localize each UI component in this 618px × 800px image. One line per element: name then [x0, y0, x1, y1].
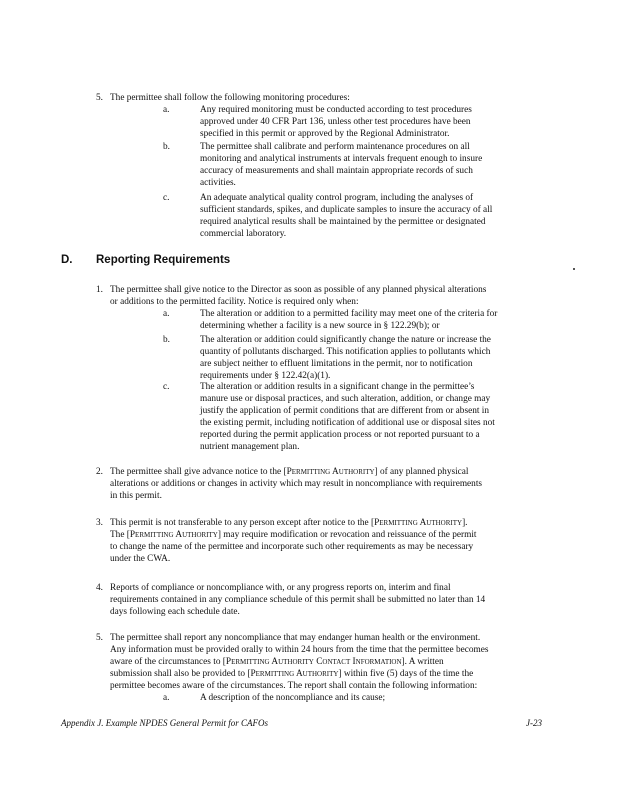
reporting-item-5-line-2: Any information must be provided orally to within 24 hours from the time that the permittee becomes — [110, 645, 489, 655]
reporting-item-1-line-1: The permittee shall give notice to the Director as soon as possible of any planned physical alterations — [110, 285, 487, 295]
reporting-item-1-number: 1. — [96, 285, 103, 295]
scan-speck — [573, 268, 575, 270]
section-title: Reporting Requirements — [96, 254, 231, 266]
reporting-item-5-line-5: permittee becomes aware of the circumstances. The report shall contain the following information: — [110, 681, 478, 691]
monitoring-item-intro: The permittee shall follow the following monitoring procedures: — [110, 93, 350, 103]
text-segment: ] of any planned physical — [374, 467, 469, 477]
monitoring-sub-c-line-1: An adequate analytical quality control program, including the analyses of — [200, 193, 474, 203]
reporting-sub-label-c: c. — [163, 382, 170, 392]
footer-page-number: J-23 — [526, 718, 542, 728]
reporting-item-5-line-3 — [110, 656, 444, 668]
reporting-item-5-line-4 — [110, 668, 473, 680]
monitoring-sub-b-line-2: monitoring and analytical instruments at intervals frequent enough to insure — [200, 154, 483, 164]
monitoring-sub-b-line-4: activities. — [200, 178, 236, 188]
reporting-item-2-line-2: alterations or additions or changes in activity which may result in noncompliance with requirements — [110, 479, 483, 489]
reporting-item-2-line-3: in this permit. — [110, 491, 162, 501]
reporting-sub-c-line-6: nutrient management plan. — [200, 442, 300, 452]
reporting-sub-c-line-5: reported during the permit application process or not reported pursuant to a — [200, 430, 480, 440]
monitoring-sub-b-line-1: The permittee shall calibrate and perform maintenance procedures on all — [200, 142, 470, 152]
reporting-item-3-line-4: under the CWA. — [110, 554, 171, 564]
section-letter: D. — [61, 254, 73, 266]
reporting-sub-b-line-1: The alteration or addition could significantly change the nature or increase the — [200, 335, 491, 345]
monitoring-sub-label-c: c. — [163, 193, 170, 203]
monitoring-sub-c-line-3: required analytical results shall be maintained by the permittee or designated — [200, 217, 486, 227]
reporting-sub-c-line-1: The alteration or addition results in a significant change in the permittee’s — [200, 382, 475, 392]
reporting-sub-label-a: a. — [163, 309, 170, 319]
permitting-authority-placeholder: Permitting Authority — [374, 518, 463, 528]
reporting-sub-b-line-3: are subject neither to effluent limitations in the permit, nor to notification — [200, 359, 473, 369]
text-segment: The [ — [110, 530, 130, 540]
monitoring-sub-a-line-2: approved under 40 CFR Part 136, unless other test procedures have been — [200, 117, 471, 127]
reporting-item-2-line-1 — [110, 466, 469, 478]
reporting-item-3-line-1 — [110, 517, 468, 529]
text-segment: submission shall also be provided to [ — [110, 669, 251, 679]
reporting-item-4-line-2: requirements contained in any compliance schedule of this permit shall be submitted no later than 14 — [110, 595, 486, 605]
reporting-item-3-line-2 — [110, 529, 477, 541]
text-segment: ] within five (5) days of the time the — [338, 669, 474, 679]
contact-information-placeholder: Permitting Authority Contact Information — [225, 657, 402, 667]
reporting-sub-a-line-2: determining whether a facility is a new source in § 122.29(b); or — [200, 321, 440, 331]
monitoring-sub-label-b: b. — [163, 142, 170, 152]
footer-title: Appendix J. Example NPDES General Permit for CAFOs — [61, 718, 268, 728]
permitting-authority-placeholder: Permitting Authority — [250, 669, 339, 679]
text-segment: This permit is not transferable to any person except after notice to the [ — [110, 518, 375, 528]
reporting-sub-c-line-2: manure use or disposal practices, and such alteration, addition, or change may — [200, 394, 491, 404]
reporting-item-5-line-1: The permittee shall report any noncompliance that may endanger human health or the environment. — [110, 633, 481, 643]
text-segment: ]. A written — [401, 657, 444, 667]
monitoring-sub-c-line-2: sufficient standards, spikes, and duplicate samples to insure the accuracy of all — [200, 205, 493, 215]
reporting-item-2-number: 2. — [96, 467, 103, 477]
permitting-authority-placeholder: Permitting Authority — [286, 467, 375, 477]
reporting-sub-b-line-4: requirements under § 122.42(a)(1). — [200, 371, 331, 381]
monitoring-sub-label-a: a. — [163, 105, 170, 115]
reporting-sub-c-line-4: the existing permit, including notification of additional use or disposal sites not — [200, 418, 495, 428]
text-segment: The permittee shall give advance notice to the [ — [110, 467, 287, 477]
text-segment: ] may require modification or revocation and reissuance of the permit — [217, 530, 477, 540]
reporting-item-5-sub-label: a. — [163, 693, 170, 703]
reporting-item-4-number: 4. — [96, 583, 103, 593]
reporting-sub-a-line-1: The alteration or addition to a permitted facility may meet one of the criteria for — [200, 309, 498, 319]
reporting-item-3-line-3: to change the name of the permittee and incorporate such other requirements as may be necessary — [110, 542, 474, 552]
permitting-authority-placeholder: Permitting Authority — [129, 530, 218, 540]
reporting-item-5-number: 5. — [96, 633, 103, 643]
monitoring-item-number: 5. — [96, 93, 103, 103]
reporting-sub-c-line-3: justify the application of permit conditions that are different from or absent in — [200, 406, 489, 416]
reporting-item-4-line-3: days following each schedule date. — [110, 607, 240, 617]
reporting-sub-label-b: b. — [163, 335, 170, 345]
reporting-item-3-number: 3. — [96, 518, 103, 528]
monitoring-sub-a-line-3: specified in this permit or approved by the Regional Administrator. — [200, 129, 450, 139]
reporting-item-5-sub-text: A description of the noncompliance and its cause; — [200, 693, 386, 703]
reporting-item-4-line-1: Reports of compliance or noncompliance with, or any progress reports on, interim and final — [110, 583, 451, 593]
monitoring-sub-b-line-3: accuracy of measurements and shall maintain appropriate records of such — [200, 166, 473, 176]
text-segment: ]. — [462, 518, 468, 528]
reporting-item-1-line-2: or additions to the permitted facility. Notice is required only when: — [110, 297, 359, 307]
monitoring-sub-c-line-4: commercial laboratory. — [200, 229, 287, 239]
reporting-sub-b-line-2: quantity of pollutants discharged. This notification applies to pollutants which — [200, 347, 491, 357]
monitoring-sub-a-line-1: Any required monitoring must be conducted according to test procedures — [200, 105, 472, 115]
text-segment: aware of the circumstances to [ — [110, 657, 226, 667]
